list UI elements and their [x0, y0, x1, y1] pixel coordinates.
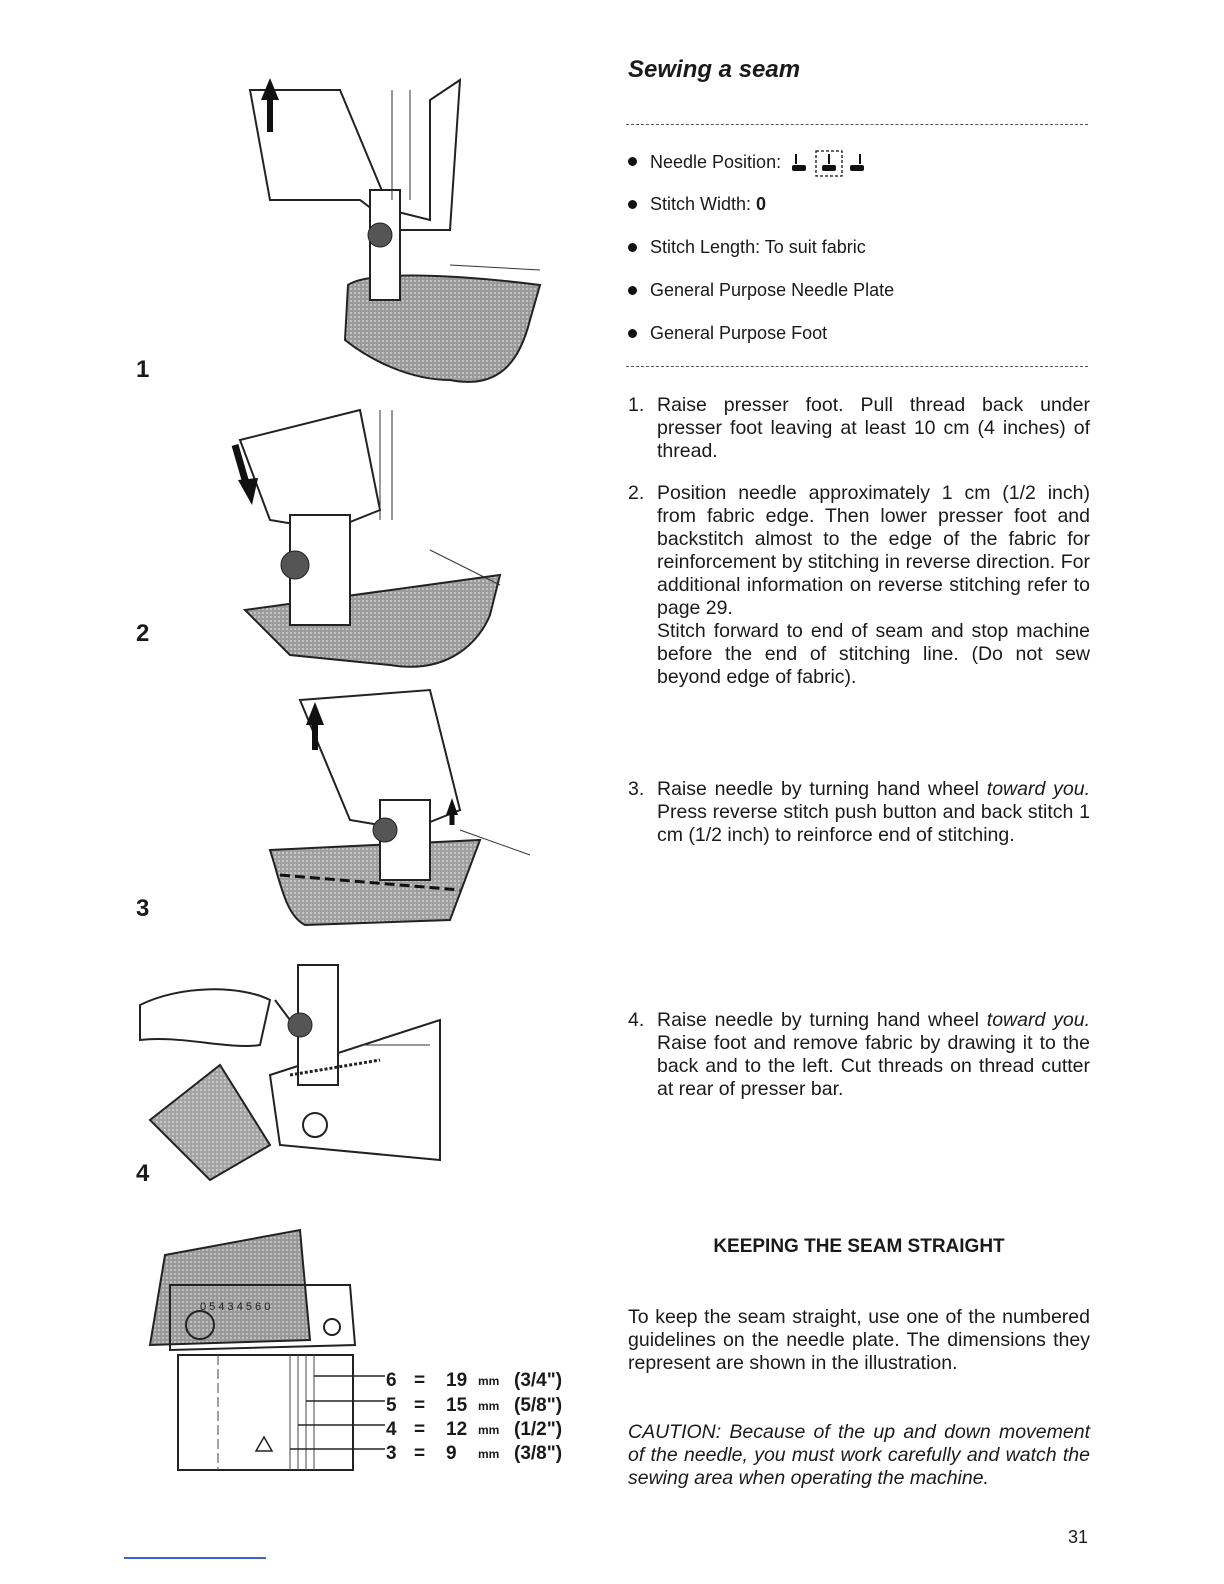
illustration-step-2 [130, 400, 580, 690]
guideline-inch: (3/8") [514, 1443, 563, 1464]
step-4 [628, 1009, 1090, 1101]
illustration-step-1 [130, 60, 580, 400]
setting-stitch-length [628, 234, 1098, 277]
setting-foot [628, 320, 1098, 363]
guideline-unit: mm [478, 1399, 500, 1413]
page-title: Sewing a seam [628, 56, 801, 83]
guideline-unit: mm [478, 1447, 500, 1461]
guideline-mm: 12 [446, 1419, 468, 1440]
setting-stitch-width [628, 191, 1098, 234]
step-text-emphasis: toward you. [986, 1009, 1090, 1031]
setting-value: 0 [756, 194, 767, 214]
guideline-unit: mm [478, 1374, 500, 1388]
figure-label-1: 1 [136, 356, 150, 383]
step-number: 1. [628, 394, 645, 416]
caution-note: CAUTION: Because of the up and down movement of the needle, you must work carefully and watch the sewing area when operating the machine. [628, 1421, 1090, 1489]
guideline-number: 3 [386, 1443, 397, 1464]
step-text: Raise presser foot. Pull thread back under presser foot leaving at least 10 cm (4 inches) of thread. [657, 394, 1090, 462]
step-text [657, 778, 1090, 847]
step-text-a: Raise needle by turning hand wheel [657, 1009, 987, 1031]
guideline-row [386, 1442, 586, 1466]
guideline-mm: 9 [446, 1443, 457, 1464]
step-number: 3. [628, 778, 645, 800]
guideline-equals: = [414, 1443, 426, 1464]
step-2 [628, 482, 1090, 689]
step-text-b: Press reverse stitch push button and back stitch 1 cm (1/2 inch) to reinforce end of stitching. [657, 801, 1090, 846]
guideline-inch: (1/2") [514, 1419, 563, 1440]
setting-needle-plate [628, 277, 1098, 320]
bullet-icon [628, 286, 637, 295]
setting-needle-position [628, 148, 1098, 191]
settings-list [628, 148, 1098, 363]
guideline-number: 5 [386, 1395, 397, 1416]
footer-line [124, 1557, 266, 1559]
guideline-equals: = [414, 1395, 426, 1416]
step-3 [628, 778, 1090, 847]
step-number: 2. [628, 482, 645, 504]
step-text-b: Raise foot and remove fabric by drawing it to the back and to the left. Cut threads on thread cutter at rear of presser bar. [657, 1032, 1090, 1100]
guideline-equals: = [414, 1419, 426, 1440]
divider-bottom [626, 366, 1088, 367]
setting-label: General Purpose Foot [650, 323, 828, 343]
step-text [657, 1009, 1090, 1101]
setting-label: Needle Position: [650, 151, 782, 172]
guideline-mm: 15 [446, 1395, 468, 1416]
setting-label: General Purpose Needle Plate [650, 280, 895, 300]
plate-numbers: 0 5 4 3 4 5 6 0 [200, 1301, 271, 1313]
guideline-inch: (3/4") [514, 1370, 563, 1391]
illustration-step-4 [120, 945, 580, 1185]
bullet-icon [628, 200, 637, 209]
needle-plate-illustration [130, 1225, 390, 1485]
illustration-step-3 [130, 680, 580, 940]
guideline-mm: 19 [446, 1370, 468, 1391]
figure-label-3: 3 [136, 895, 150, 922]
step-text-emphasis: toward you. [986, 778, 1090, 800]
bullet-icon [628, 243, 637, 252]
figure-label-4: 4 [136, 1160, 150, 1187]
bullet-icon [628, 157, 637, 166]
needle-position-icons [790, 148, 870, 178]
step-text-a: Raise needle by turning hand wheel [657, 778, 987, 800]
guideline-unit: mm [478, 1423, 500, 1437]
guideline-number: 6 [386, 1370, 397, 1391]
guideline-row [386, 1418, 586, 1442]
bullet-icon [628, 329, 637, 338]
guideline-equals: = [414, 1370, 426, 1391]
step-number: 4. [628, 1009, 645, 1031]
step-text-continued: Stitch forward to end of seam and stop machine before the end of stitching line. (Do not sew beyond edge of fabric). [657, 620, 1090, 688]
guideline-number: 4 [386, 1419, 397, 1440]
setting-label: Stitch Length: To suit fabric [650, 237, 866, 257]
step-text: Position needle approximately 1 cm (1/2 inch) from fabric edge. Then lower presser foot and backstitch almost to the edge of the fabric for reinforcement by stitching in reverse direction. For additional information on reverse stitching refer to page 29. [657, 482, 1090, 619]
divider-top [626, 124, 1088, 125]
section-heading: KEEPING THE SEAM STRAIGHT [713, 1236, 1005, 1257]
guideline-row [386, 1394, 586, 1418]
figure-label-2: 2 [136, 620, 150, 647]
section-paragraph: To keep the seam straight, use one of the numbered guidelines on the needle plate. The dimensions they represent are shown in the illustration. [628, 1306, 1090, 1374]
page-number: 31 [1068, 1527, 1089, 1547]
setting-label: Stitch Width: [650, 194, 752, 214]
guideline-row [386, 1369, 586, 1393]
step-1 [628, 394, 1090, 463]
guideline-inch: (5/8") [514, 1395, 563, 1416]
